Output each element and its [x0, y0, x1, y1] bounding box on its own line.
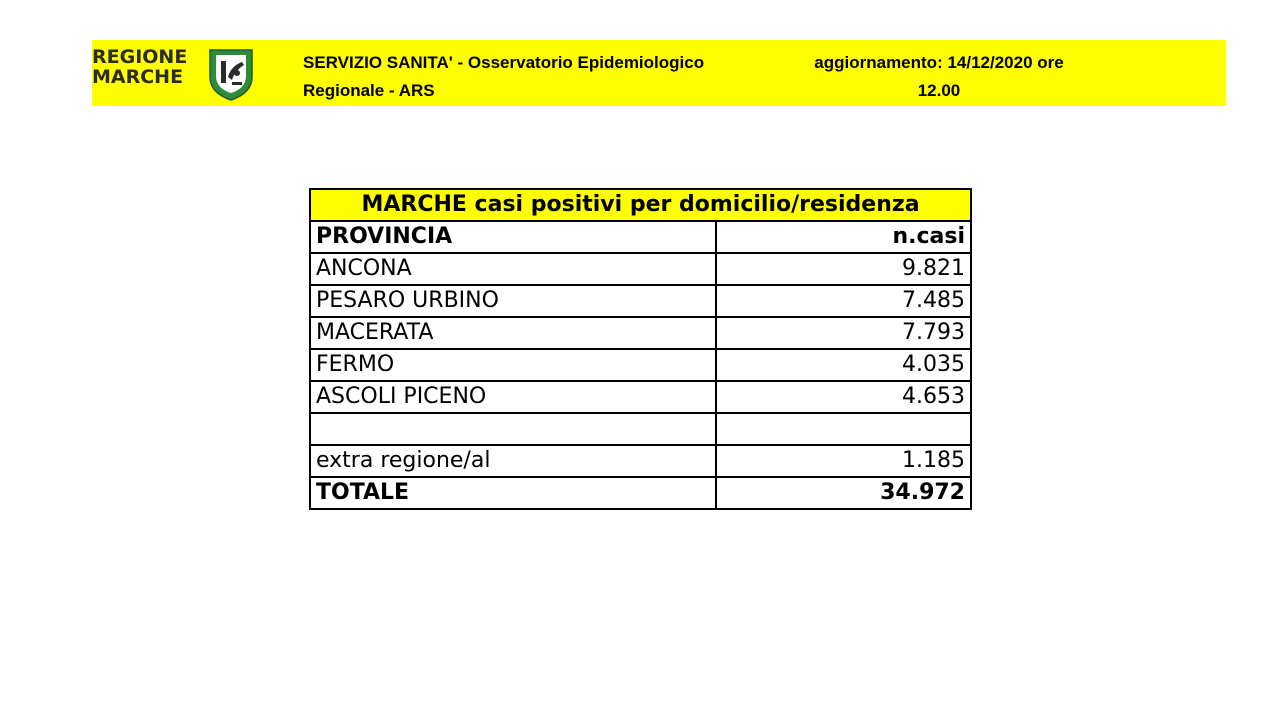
service-title [303, 49, 773, 105]
logo-line-1: REGIONE [92, 46, 188, 68]
table-row [310, 349, 971, 381]
header-provincia: PROVINCIA [310, 221, 716, 253]
casi-cell: 1.185 [716, 445, 971, 477]
provincia-cell: ASCOLI PICENO [310, 381, 716, 413]
casi-cell [716, 413, 971, 445]
header-band [92, 40, 1226, 106]
header-casi: n.casi [716, 221, 971, 253]
table-title-row [310, 189, 971, 221]
service-title-line-1: SERVIZIO SANITA' - Osservatorio Epidemiologico [303, 53, 705, 72]
cases-table [309, 188, 972, 510]
logo-text [92, 47, 187, 87]
total-label: TOTALE [310, 477, 716, 509]
table-row [310, 285, 971, 317]
table-row [310, 445, 971, 477]
table-total-row [310, 477, 971, 509]
casi-cell: 7.793 [716, 317, 971, 349]
provincia-cell [310, 413, 716, 445]
service-title-line-2: Regionale - ARS [303, 81, 435, 100]
provincia-cell: FERMO [310, 349, 716, 381]
casi-cell: 4.653 [716, 381, 971, 413]
provincia-cell: extra regione/al [310, 445, 716, 477]
table-row [310, 253, 971, 285]
table-row [310, 317, 971, 349]
casi-cell: 7.485 [716, 285, 971, 317]
regione-marche-logo [92, 47, 262, 103]
casi-cell: 4.035 [716, 349, 971, 381]
total-value: 34.972 [716, 477, 971, 509]
table-row-empty [310, 413, 971, 445]
update-line-2: 12.00 [917, 81, 961, 100]
casi-cell: 9.821 [716, 253, 971, 285]
table-title: MARCHE casi positivi per domicilio/residenza [310, 189, 971, 221]
table-row [310, 381, 971, 413]
provincia-cell: MACERATA [310, 317, 716, 349]
table-header-row [310, 221, 971, 253]
regione-shield-icon [206, 47, 256, 101]
update-line-1: aggiornamento: 14/12/2020 ore [814, 53, 1064, 72]
logo-line-2: MARCHE [92, 66, 184, 88]
update-timestamp [772, 49, 1106, 105]
provincia-cell: ANCONA [310, 253, 716, 285]
provincia-cell: PESARO URBINO [310, 285, 716, 317]
